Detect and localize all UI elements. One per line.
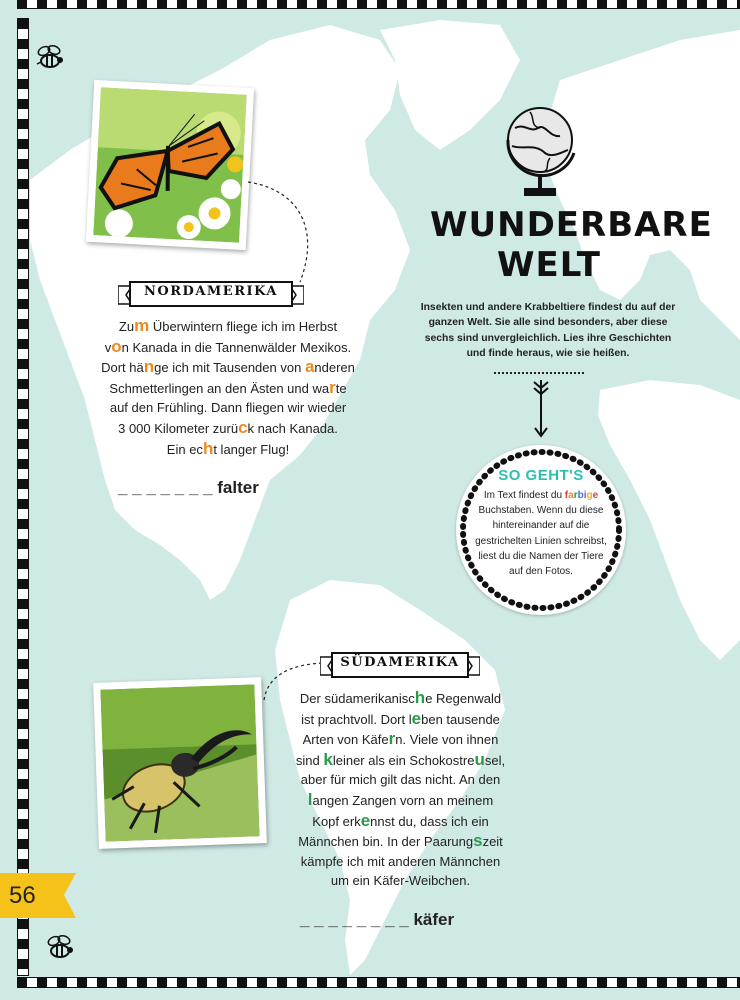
story-line xyxy=(288,750,513,771)
story-segment: n Kanada in die Tannenwälder Mexikos. xyxy=(121,339,352,355)
story-line xyxy=(288,852,513,872)
answer-word: käfer xyxy=(413,910,455,929)
story-segment: Überwintern fliege ich im Herbst xyxy=(149,319,338,334)
story-segment: Kopf erk xyxy=(312,813,361,829)
story-text-south xyxy=(288,688,513,891)
highlight-letter: h xyxy=(414,688,426,707)
story-line xyxy=(288,811,513,832)
story-line xyxy=(288,770,513,790)
highlight-letter: s xyxy=(473,831,483,851)
highlight-letter: e xyxy=(360,810,371,830)
highlight-letter: e xyxy=(411,708,422,728)
story-segment: auf den Frühling. Dann fliegen wir wieder xyxy=(109,400,347,416)
story-line xyxy=(88,337,368,358)
story-segment: te xyxy=(335,380,347,396)
story-segment: nderen xyxy=(314,360,355,376)
story-segment: nnst du, dass ich ein xyxy=(370,813,489,829)
region-name: NORDAMERIKA xyxy=(144,284,278,299)
story-line xyxy=(288,871,513,891)
highlight-letter: o xyxy=(111,336,122,356)
howto-title: SO GEHT'S xyxy=(498,467,584,484)
story-segment: Dort hä xyxy=(101,360,144,376)
story-line xyxy=(288,831,513,852)
highlight-letter: u xyxy=(474,749,485,769)
story-segment: Der südamerikanisc xyxy=(299,691,415,706)
story-segment: Arten von Käfe xyxy=(302,732,389,748)
story-segment: leiner als ein Schokostre xyxy=(332,752,475,768)
highlight-letter: m xyxy=(134,316,150,335)
answer-blanks: _ _ _ _ _ _ _ xyxy=(118,478,213,497)
story-segment: v xyxy=(104,339,112,355)
story-line xyxy=(88,418,368,439)
story-line xyxy=(288,688,513,709)
story-segment: ist prachtvoll. Dort l xyxy=(301,711,412,727)
story-line xyxy=(288,790,513,811)
region-banner-south-label-wrap xyxy=(320,648,480,678)
story-line xyxy=(88,316,368,337)
story-segment: angen Zangen vorn an meinem xyxy=(312,792,494,808)
answer-blanks: _ _ _ _ _ _ _ _ xyxy=(300,910,409,929)
howto-text xyxy=(472,488,610,579)
story-line xyxy=(288,709,513,730)
highlight-letter: r xyxy=(388,729,396,749)
region-name: SÜDAMERIKA xyxy=(340,655,460,670)
story-text-north xyxy=(88,316,368,459)
highlight-letter: h xyxy=(202,438,214,458)
dotted-divider xyxy=(494,372,584,374)
story-line xyxy=(288,729,513,750)
arrow-down-icon xyxy=(530,378,552,440)
highlight-letter: r xyxy=(329,377,336,397)
page-title xyxy=(430,205,713,285)
globe-icon xyxy=(500,98,582,200)
story-line xyxy=(88,357,368,378)
highlight-letter: a xyxy=(304,357,315,377)
story-segment: Schmetterlingen an den Ästen und wa xyxy=(109,380,330,396)
story-segment: zeit xyxy=(482,834,503,850)
intro-text: Insekten und andere Krabbeltiere findest du auf der ganzen Welt. Sie alle sind besonders, aber diese sechs sind unvergleichlich. Lies ihre Geschichten und finde heraus, wie sie heißen. xyxy=(420,302,676,360)
page-number-tab xyxy=(0,873,76,918)
story-line xyxy=(88,378,368,399)
story-segment: Ein ec xyxy=(166,441,203,457)
story-segment: aber für mich gilt das nicht. An den xyxy=(300,772,501,788)
story-segment: sel, xyxy=(484,752,506,768)
answer-word: falter xyxy=(217,478,259,497)
howto-text-before: Im Text findest du xyxy=(483,490,563,501)
story-segment: k nach Kanada. xyxy=(247,420,338,436)
story-segment: e Regenwald xyxy=(425,691,502,706)
word-farbige: farbige xyxy=(564,490,599,501)
beetle-photo xyxy=(93,677,267,849)
story-segment: ge ich mit Tausenden von xyxy=(154,360,305,376)
highlight-letter: l xyxy=(307,789,313,809)
story-segment: Zu xyxy=(118,319,135,334)
story-segment: t langer Flug! xyxy=(213,441,290,457)
page-number: 56 xyxy=(9,882,36,909)
answer-line-north xyxy=(118,478,259,498)
story-line xyxy=(88,398,368,418)
howto-box xyxy=(456,445,626,615)
story-segment: Männchen bin. In der Paarung xyxy=(298,834,474,850)
highlight-letter: n xyxy=(143,357,155,377)
story-segment: kämpfe ich mit anderen Männchen xyxy=(300,853,501,869)
region-banner-north-label-wrap xyxy=(118,277,304,307)
highlight-letter: k xyxy=(323,749,333,769)
title-line-1: WUNDERBARE xyxy=(430,205,713,245)
story-segment: 3 000 Kilometer zurü xyxy=(118,420,239,436)
howto-text-after: Buchstaben. Wenn du diese hintereinander auf die gestrichelten Linien schreibst, liest du die Namen der Tiere auf den Fotos. xyxy=(475,505,607,578)
story-segment: ben tausende xyxy=(421,711,500,727)
title-line-2: WELT xyxy=(497,245,601,285)
highlight-letter: c xyxy=(238,417,248,437)
story-segment: n. Viele von ihnen xyxy=(395,732,499,748)
story-segment: um ein Käfer-Weibchen. xyxy=(330,873,471,889)
story-line xyxy=(88,439,368,460)
story-segment: sind xyxy=(295,752,324,768)
answer-line-south xyxy=(300,910,454,930)
